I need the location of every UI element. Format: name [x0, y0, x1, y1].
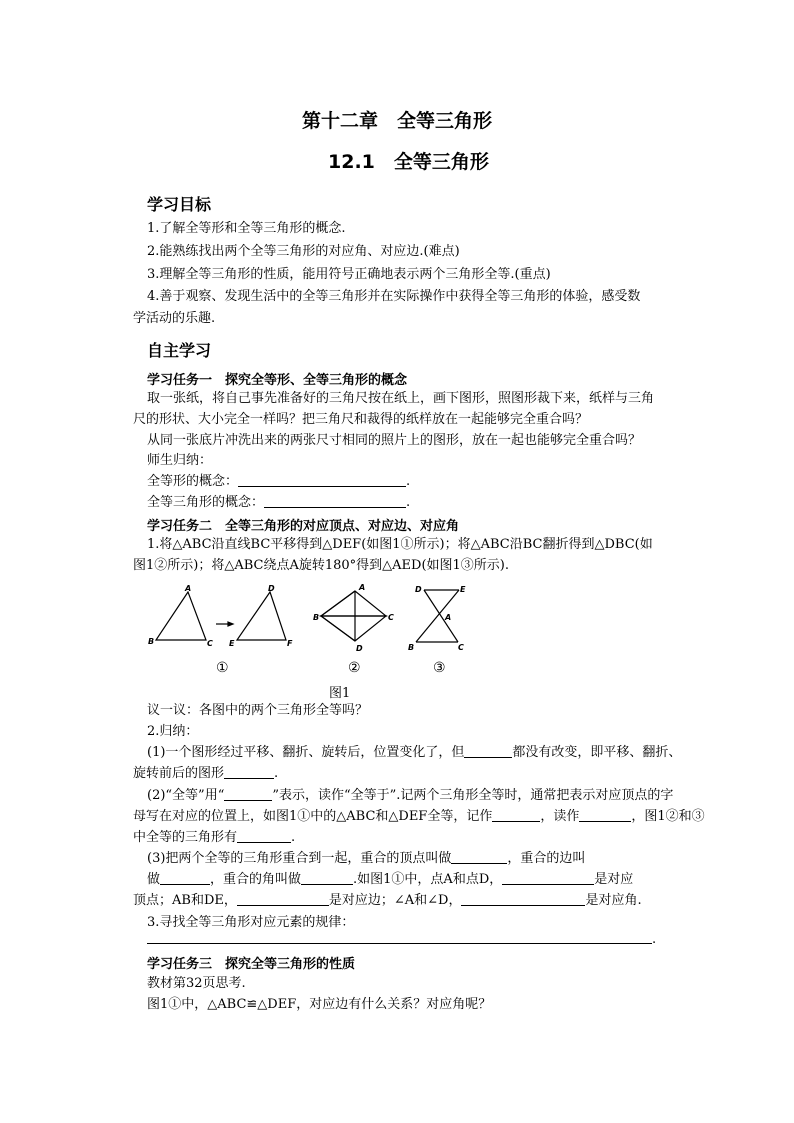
label-e1: E — [229, 639, 235, 648]
blank-s1-1[interactable] — [464, 743, 512, 758]
task1-title: 学习任务一 探究全等形、全等三角形的概念 — [147, 373, 408, 388]
self-study-heading: 自主学习 — [147, 341, 212, 360]
task1-p2: 从同一张底片冲洗出来的两张尺寸相同的照片上的图形，放在一起也能够完全重合吗？ — [147, 433, 642, 448]
figure-1-part-1 — [156, 592, 286, 640]
task2-intro2: 图1②所示)；将△ABC绕点A旋转180°得到△AED(如图1③所示). — [133, 558, 510, 573]
task1-p5: 全等三角形的概念： . — [147, 495, 411, 510]
task2-title: 学习任务二 全等三角形的对应顶点、对应边、对应角 — [147, 519, 460, 534]
summary-2c: 中全等的三角形有 . — [133, 830, 296, 845]
discuss-text: 议一议：各图中的两个三角形全等吗？ — [147, 703, 369, 718]
task1-p1b: 尺的形状、大小完全一样吗？把三角尺和裁得的纸样放在一起能够完全重合吗？ — [133, 412, 589, 427]
goal-item-3: 3.理解全等三角形的性质，能用符号正确地表示两个三角形全等.(重点) — [147, 267, 551, 282]
task2-intro1: 1.将△ABC沿直线BC平移得到△DEF(如图1①所示)；将△ABC沿BC翻折得到△DBC(如 — [147, 537, 653, 552]
goal-item-1: 1.了解全等形和全等三角形的概念. — [147, 221, 346, 236]
blank-s2-1[interactable] — [224, 786, 272, 801]
chapter-title: 第十二章 全等三角形 — [302, 110, 493, 132]
figure-1 — [140, 578, 480, 688]
figure-1-part-2 — [321, 591, 386, 641]
task1-p3: 师生归纳： — [147, 453, 213, 468]
blank-s3-2[interactable] — [160, 870, 210, 885]
label-a2: A — [359, 583, 366, 592]
label-a3: A — [445, 613, 452, 622]
label-f1: F — [287, 639, 293, 648]
blank-concept-2[interactable] — [264, 493, 406, 508]
label-c2: C — [388, 613, 394, 622]
summary-3a: (3)把两个全等的三角形重合到一起，重合的顶点叫做 ，重合的边叫 — [147, 851, 586, 866]
fig-sub-label-2: ② — [348, 660, 361, 676]
label-b1: B — [148, 637, 155, 646]
blank-s3-1[interactable] — [451, 849, 507, 864]
blank-concept-1[interactable] — [238, 472, 406, 487]
goal-item-4: 4.善于观察、发现生活中的全等三角形并在实际操作中获得全等三角形的体验，感受数 — [147, 289, 641, 304]
figure-caption: 图1 — [329, 686, 351, 701]
blank-s2-2[interactable] — [492, 807, 540, 822]
label-b2: B — [313, 613, 320, 622]
goals-heading: 学习目标 — [147, 195, 212, 214]
figure-1-part-3 — [416, 590, 459, 642]
blank-s3-6[interactable] — [461, 891, 585, 906]
label-e3: E — [460, 585, 466, 594]
task3-p1: 教材第32页思考. — [147, 976, 246, 991]
label-d2: D — [356, 644, 363, 653]
summary-1a: (1)一个图形经过平移、翻折、旋转后，位置变化了，但 都没有改变，即平移、翻折、 — [147, 745, 682, 760]
task3-title: 学习任务三 探究全等三角形的性质 — [147, 957, 356, 972]
label-d1: D — [268, 584, 275, 593]
task1-p1a: 取一张纸，将自己事先准备好的三角尺按在纸上，画下图形，照图形裁下来，纸样与三角 — [147, 391, 655, 406]
blank-rule-line[interactable] — [147, 943, 652, 944]
task1-p4: 全等形的概念： . — [147, 474, 411, 489]
label-c3: C — [458, 643, 464, 652]
concept-label-1: 全等形的概念： — [147, 474, 239, 489]
task3-p2: 图1①中，△ABC≌△DEF，对应边有什么关系？对应角呢？ — [147, 997, 492, 1012]
label-d3: D — [415, 585, 422, 594]
fig-sub-label-1: ① — [216, 660, 229, 676]
summary-2b: 母写在对应的位置上，如图1①中的△ABC和△DEF全等，记作 ，读作 ，图1②和③ — [133, 809, 705, 824]
blank-s2-3[interactable] — [579, 807, 631, 822]
goal-item-2: 2.能熟练找出两个全等三角形的对应角、对应边.(难点) — [147, 244, 460, 259]
blank-s3-5[interactable] — [237, 891, 329, 906]
concept-label-2: 全等三角形的概念： — [147, 495, 265, 510]
blank-s1-2[interactable] — [224, 764, 274, 779]
goal-item-4-cont: 学活动的乐趣. — [133, 311, 216, 326]
summary-1b: 旋转前后的图形 . — [133, 766, 279, 781]
summary-3b: 做 ，重合的角叫做 .如图1①中，点A和点D， 是对应 — [147, 872, 634, 887]
label-a1: A — [185, 584, 192, 593]
rule-line-period: . — [652, 932, 657, 947]
label-c1: C — [207, 639, 213, 648]
summary-2a: (2)“全等”用“ ”表示，读作“全等于”.记两个三角形全等时，通常把表示对应顶点的字 — [147, 788, 674, 803]
section-title: 12.1 全等三角形 — [328, 151, 489, 173]
blank-s3-3[interactable] — [301, 870, 353, 885]
blank-s3-4[interactable] — [502, 870, 594, 885]
summary-3c: 顶点；AB和DE， 是对应边；∠A和∠D， 是对应角. — [133, 893, 642, 908]
fig-sub-label-3: ③ — [433, 660, 446, 676]
blank-s2-4[interactable] — [237, 828, 291, 843]
label-b3: B — [408, 643, 415, 652]
summary-heading: 2.归纳： — [147, 724, 199, 739]
summary-4: 3.寻找全等三角形对应元素的规律： — [147, 915, 355, 930]
